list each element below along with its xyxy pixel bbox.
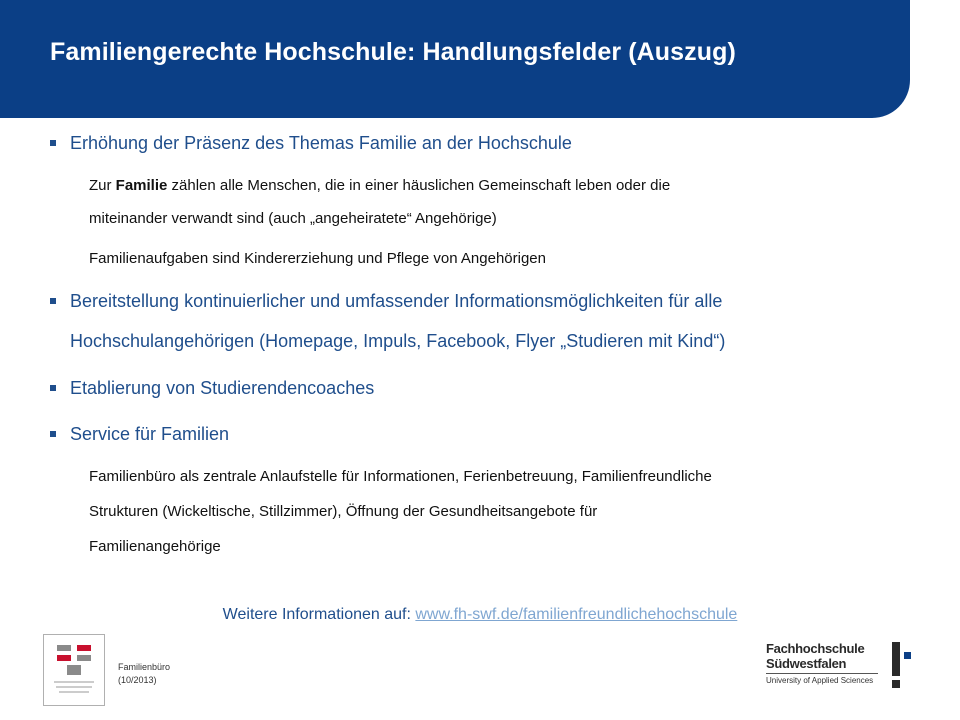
- more-info: [0, 606, 960, 624]
- logo-line2: Südwestfalen: [766, 656, 847, 671]
- certificate-graphic: [44, 635, 104, 705]
- sub-text-fragment: zählen alle Menschen, die in einer häuslichen Gemeinschaft leben oder die: [167, 177, 671, 194]
- sub-text-line: Strukturen (Wickeltische, Stillzimmer), Öffnung der Gesundheitsangebote für: [89, 503, 598, 520]
- bullet-text: Hochschulangehörigen (Homepage, Impuls, Facebook, Flyer „Studieren mit Kind“): [70, 331, 726, 351]
- slide-title: Familiengerechte Hochschule: Handlungsfelder (Auszug): [50, 38, 736, 66]
- sub-text-line: Familienbüro als zentrale Anlaufstelle für Informationen, Ferienbetreuung, Familienfreundliche: [89, 468, 712, 485]
- audit-certificate-icon: [43, 634, 105, 706]
- sub-text-line: Familienaufgaben sind Kindererziehung und Pflege von Angehörigen: [89, 250, 546, 267]
- more-info-label: Weitere Informationen auf:: [222, 606, 416, 623]
- sub-text-line: [89, 168, 670, 203]
- bullet-text: Etablierung von Studierendencoaches: [70, 378, 375, 398]
- footer-label-line: (10/2013): [118, 675, 157, 685]
- sub-text-line: Familienangehörige: [89, 538, 221, 555]
- sub-text-line: miteinander verwandt sind (auch „angeheiratete“ Angehörige): [89, 210, 497, 227]
- title-banner: [0, 0, 910, 118]
- logo-rule: [766, 673, 878, 674]
- square-bullet-icon: [50, 140, 56, 146]
- square-bullet-icon: [50, 431, 56, 437]
- logo-line1: Fachhochschule: [766, 641, 865, 656]
- more-info-link[interactable]: www.fh-swf.de/familienfreundlichehochschule: [415, 606, 738, 623]
- square-bullet-icon: [50, 298, 56, 304]
- logo-subtitle: University of Applied Sciences: [766, 676, 874, 685]
- footer-label-line: Familienbüro: [118, 662, 171, 672]
- footer-label: [118, 661, 170, 687]
- sub-text-fragment: Zur: [89, 177, 116, 194]
- sub-text-emphasis: Familie: [115, 177, 168, 194]
- university-logo: [766, 640, 916, 690]
- bullet-text: Erhöhung der Präsenz des Themas Familie an der Hochschule: [70, 133, 572, 153]
- exclamation-mark-icon: [886, 640, 914, 690]
- bullet-text: Bereitstellung kontinuierlicher und umfassender Informationsmöglichkeiten für alle: [70, 291, 723, 311]
- square-bullet-icon: [50, 385, 56, 391]
- bullet-text: Service für Familien: [70, 424, 230, 444]
